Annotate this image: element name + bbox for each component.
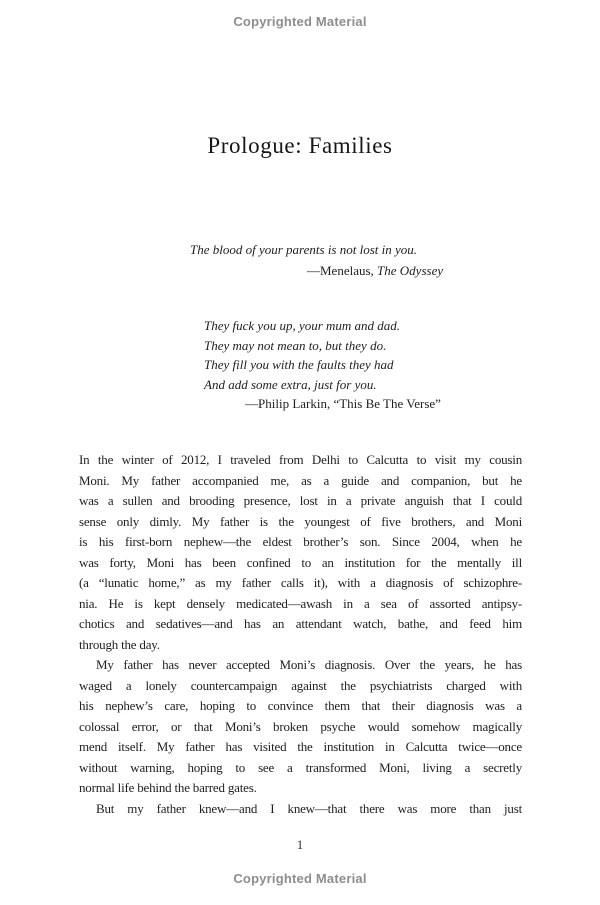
epigraph-odyssey	[190, 239, 450, 281]
epigraph-quote-line: And add some extra, just for you.	[204, 376, 377, 392]
body-line: (a “lunatic home,” as my father calls it), with a diagnosis of schizophre-	[79, 575, 522, 590]
body-line: is his first-born nephew—the eldest brother’s son. Since 2004, when he	[79, 534, 522, 549]
body-paragraph	[79, 450, 522, 655]
body-line: nia. He is kept densely medicated—awash in a sea of assorted antipsy-	[79, 595, 522, 611]
body-line: without warning, hoping to see a transformed Moni, living a secretly	[79, 759, 522, 775]
epigraph-quote-line: They fuck you up, your mum and dad.	[204, 318, 401, 333]
body-paragraph	[79, 799, 522, 820]
body-line: through the day.	[79, 636, 160, 652]
body-line: waged a lonely countercampaign against the psychiatrists charged with	[79, 677, 522, 693]
epigraph-quote-line: They fill you with the faults they had	[204, 357, 394, 372]
copyright-notice-top: Copyrighted Material	[233, 14, 367, 29]
body-text	[79, 450, 522, 819]
copyright-notice-bottom: Copyrighted Material	[233, 871, 367, 886]
attribution-speaker: —Menelaus,	[307, 263, 378, 278]
epigraph-larkin	[204, 316, 464, 414]
epigraph-quote-line: They may not mean to, but they do.	[204, 337, 387, 353]
body-line: colossal error, or that Moni’s broken psyche would somehow magically	[79, 718, 522, 734]
body-line: was forty, Moni has been confined to an institution for the mentally ill	[79, 554, 522, 570]
body-line: normal life behind the barred gates.	[79, 780, 257, 795]
body-line: was a sullen and brooding presence, lost in a private anguish that I could	[79, 493, 522, 508]
page-number: 1	[296, 838, 304, 852]
body-line: Moni. My father accompanied me, as a guide and companion, but he	[79, 472, 522, 488]
body-line: chotics and sedatives—and has an attendant watch, bathe, and feed him	[79, 616, 522, 631]
body-line: My father has never accepted Moni’s diagnosis. Over the years, he has	[96, 657, 522, 672]
body-line: But my father knew—and I knew—that there was more than just	[96, 800, 522, 816]
attribution-work-title: The Odyssey	[377, 263, 444, 278]
body-line: mend itself. My father has visited the institution in Calcutta twice—once	[79, 739, 522, 754]
epigraph-quote-line: The blood of your parents is not lost in you.	[190, 242, 418, 257]
body-line: In the winter of 2012, I traveled from Delhi to Calcutta to visit my cousin	[79, 452, 522, 467]
body-line: his nephew’s care, hoping to convince them that their diagnosis was a	[79, 698, 522, 713]
epigraph-attribution	[307, 260, 450, 281]
chapter-title: Prologue: Families	[207, 133, 393, 158]
body-paragraph	[79, 655, 522, 799]
epigraph-attribution: —Philip Larkin, “This Be The Verse”	[245, 396, 441, 411]
body-line: sense only dimly. My father is the youngest of five brothers, and Moni	[79, 513, 522, 529]
